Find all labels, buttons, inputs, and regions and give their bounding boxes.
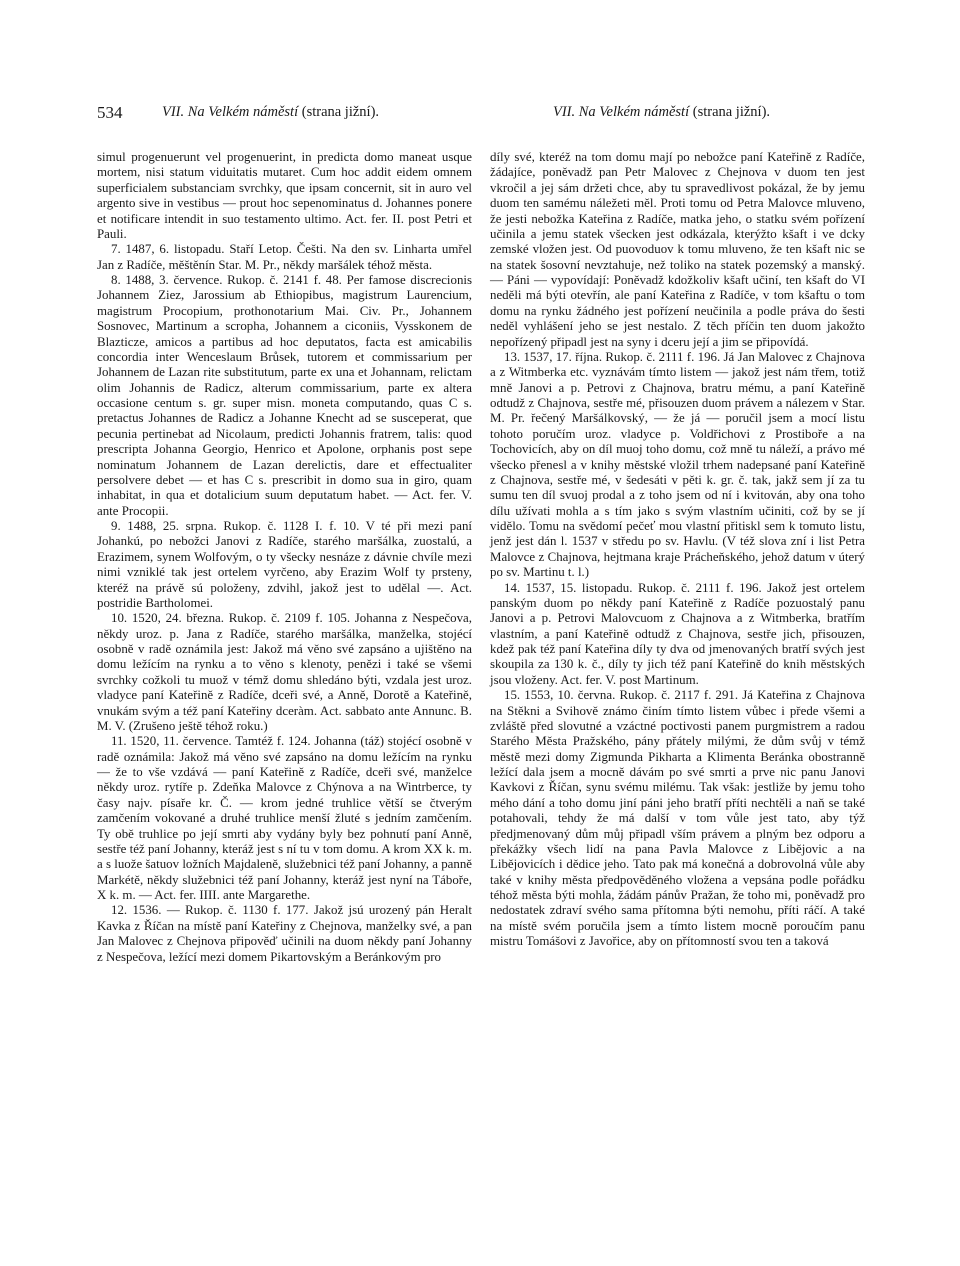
paragraph-continuation: díly své, kteréž na tom domu mají po nebožce paní Kateřině z Radíče, žádajíce, poněvadž pan Petr Malovec z Chejnova v duom ten jest vkročil a jej sám držeti chce, aby tu spravedlivost pokázal, že by jemu duom ten samému náležeti měl. Proti tomu od Petra Malovce mluveno, že jesti nebožka Kateřina z Radíče, matka jeho, o statku svém pořízení učinila a jemu statek všecken jest odkázala, kterýžto kšaft i ve dcky zemské vložen jest. Od puovoduov k tomu mluveno, že ten kšaft nic se na statek šosovní nevztahuje, než toliko na statek pozemský a manský. — Páni — vypovídají: Poněvadž kdožkoliv kšaft učiní, ten kšaft do VI neděli má býti otevřín, ale paní Kateřina z Radíče, v tom kšaftu o tom domu na rynku žádného jest pořízení neučinila a podle práva do šesti neděl vyhlášení jeho se jest nestalo. Z těch příčin ten duom jakožto nepořízený připadl jest na syny i dceru její a jim se připovídá. (490, 150, 865, 349)
running-header (0, 103, 960, 123)
page-number: 534 (97, 103, 123, 122)
right-column (490, 150, 865, 950)
entry-9: 9. 1488, 25. srpna. Rukop. č. 1128 I. f. 10. V té při mezi paní Johankú, po nebožci Janovi z Radíče, starého maršálka, zuostalú, a Erazimem, synem Wolfovým, o ty všecky nesnáze z dávnie chvíle mezi nimi vzniklé tak jest ortelem vyrčeno, aby Erazim Wolf ty prsteny, kteréž na právě sú položeny, zdvihl, jakož jest to udělal —. Act. postridie Bartholomei. (97, 519, 472, 610)
running-head-left-title: VII. Na Velkém náměstí (162, 104, 299, 120)
entry-13: 13. 1537, 17. října. Rukop. č. 2111 f. 196. Já Jan Malovec z Chajnova a z Witmberka etc. vyznávám tímto listem — jakož jest nám třem, totiž mně Janovi a p. Petrovi z Chajnova, bratru mému, a paní Kateřině odtudž z Chajnova, sestře mé, přisouzen duom právem a nálezem v Star. M. Pr. řečený Maršálkovský, — že já — poručil jsem a mocí listu tohoto poručím uroz. vladyce p. Voldřichovi z Prostiboře a na Tochovicích, aby on díl muoj toho domu, což mně tu náleží, a právo mé všecko přenesl a v knihy městské vložil trhem nadepsané paní Kateřině z Chajnova, sestře mé, v šedesáti v pěti k. gr. č. tak, jakž sem jí za tu sumu ten díl svuoj prodal a z toho jsem od ní i kvitován, aby ona toho dílu užívati mohla a s tím jako s svým vlastním učiniti, což by se jí vidělo. Tomu na svědomí pečeť mou vlastní přitiskl sem k tomuto listu, jenž jest dán l. 1537 v středu po sv. Havlu. (V též slova zní i list Petra Malovce z Chajnova, hejtmana kraje Prácheňského, jehož datum v úterý po sv. Martinu t. l.) (490, 349, 865, 580)
entry-10: 10. 1520, 24. března. Rukop. č. 2109 f. 105. Johanna z Nespečova, někdy uroz. p. Jana z Radíče, starého maršálka, manželka, stojécí osobně v radě oznámila jest: Jakož má věno své zapsáno a ujištěno na domu ležícím na rynku a to věno s klenoty, penězi i také se všemi svrchky cožkoli tu muož v témž domu shledáno býti, vzdala jest uroz. vladyce paní Kateřině z Radíče, dceři své, a Anně, Dorotě a Kateřině, vnukám svým a též paní Kateřiny dceràm. Act. sabbato ante Annunc. B. M. V. (Zrušeno ještě téhož roku.) (97, 611, 472, 733)
entry-8: 8. 1488, 3. července. Rukop. č. 2141 f. 48. Per famose discrecionis Johannem Ziez, Jarossium ab Ethiopibus, magistrum Laurencium, magistrum Procopium, prothonotarium Mai. Civ. Pr., Johannem Sosnovec, Martinum a scropha, Johannem a ciconiis, Vysskonem de Blazticze, amicos a partibus ad hoc deputatos, facta est amicabilis concordia inter Wenceslaum Brůsek, tutorem et commissarium per Johannem de Lazan rite substitutum, parte ex una et Johannam, relictam olim Johannis de Radicz, alterum commissarium, parte ex altera occasione centum s. gr. super misn. moneta computando, quas C s. pretactus Johannes de Radicz a Johanne Knecht ad se susceperat, que pecunia pertinebat ad Nicolaum, predicti Johannis fratrem, talis: quod prescripta Johanna Georgio, Henrico et Apolone, orphanis post sepe nominatum Johannem de Lazan derelictis, dare et effectualiter persolvere debet — et has C s. prescribit in domo sua in giro, quam inhabitat, in qua et dotalicium suum deputatum habet. — Act. fer. V. ante Procopii. (97, 273, 472, 518)
running-head-left-side: (strana jižní). (301, 104, 380, 120)
running-head-right-side: (strana jižní). (692, 104, 771, 120)
entry-11: 11. 1520, 11. července. Tamtéž f. 124. Johanna (táž) stojécí osobně v radě oznámila: Jakož má věno své zapsáno na domu ležícím na rynku — že to vše vzdává — paní Kateřině z Radíče, dceři své, manželce někdy uroz. rytíře p. Zdeňka Malovce z Chýnova a na Wintrberce, ty časy najv. písaře kr. Č. — krom jedné truhlice větší se čtverým zamčením vokované a druhé truhlice menší žluté s jedním zamčením. Ty obě truhlice po její smrti aby vydány byly bez pohnutí paní Anně, sestře též paní Johanny, kteráž jest s ní tu v tom domu. A krom XX k. m. a s luože šatuov ložních Majdaleně, služebnici též paní Johanny, a panně Markétě, někdy služebnici též paní Johanny, kteráž jest nyní na Táboře, X k. m. — Act. fer. IIII. ante Margarethe. (97, 734, 472, 902)
entry-14: 14. 1537, 15. listopadu. Rukop. č. 2111 f. 196. Jakož jest ortelem panským duom po někdy paní Kateřině z Radíče pozuostalý panu Janovi a p. Petrovi Malovcuom z Chajnova a z Witmberka, bratřím vlastním, a paní Kateřině odtudž z Chajnova, sestře jich, přisouzen, kdež pak též paní Kateřina díly ty dva od jmenovaných bratří svých jest skoupila za 130 k. č., díly ty jich též paní Kateřině do knih městských jsou vloženy. Act. fer. V. post Martinum. (490, 580, 865, 687)
entry-7: 7. 1487, 6. listopadu. Staří Letop. Češti. Na den sv. Linharta umřel Jan z Radíče, měštěnín Star. M. Pr., někdy maršálek téhož města. (97, 242, 472, 272)
entry-12: 12. 1536. — Rukop. č. 1130 f. 177. Jakož jsú urozený pán Heralt Kavka z Říčan na místě paní Kateřiny z Chejnova, manželky své, a pan Jan Malovec z Chejnova připověď učinili na duom někdy paní Johanny z Nespečova, ležící mezi domem Pikartovským a Beránkovým pro (97, 903, 472, 964)
running-head-left (162, 104, 379, 121)
running-head-right-title: VII. Na Velkém náměstí (553, 104, 690, 120)
paragraph-continuation: simul progenuerunt vel progenuerint, in predicta domo maneat usque mortem, nisi statum viduitatis mutaret. Cum hoc addit eidem omnem superficialem substanciam svrchky, que ipsam concernit, sit in auro vel argento sive in vestibus — prout hoc sepenominatus d. Johannes ponere et notificare intendit in suo testamento ultimo. Act. fer. II. post Petri et Pauli. (97, 150, 472, 241)
entry-15: 15. 1553, 10. června. Rukop. č. 2117 f. 291. Já Kateřina z Chajnova na Stěkni a Svihově známo činím tímto listem vůbec i přede všemi a zvláště před slovutné a vzáctné poctivosti panem purgmistrem a radou Starého Města Pražského, pány přátely milými, že dům svůj v témž městě mezi domy Zigmunda Pikharta a Klimenta Beránka obostranně ležící dala jsem a mocně dávám po své smrti a prve nic panu Janovi Kavkovi z Říčan, synu svému milému. Tak však: jestliže by jemu toho mého dání a toho domu jiní páni jeho bratří příti nechtěli a naň se také potahovali, tehdy že má další v tom vůle jest tato, aby týž předjmenovaný dům můj připadl vším právem a plným bez odporu a překážky všech lidí na pana Pavla Malovce z Libějovic a na Libějovicích i dědice jeho. Tato pak má konečná a dobrovolná vůle aby také v knihy města předpověděného vložena a vepsána podle pořádku téhož města býti mohla, žádám pánův Pražan, že toho mi, poněvadž pro nedostatek zdraví svého sama přítomna býti nemohu, příti ráčí. A také na místě svém poručila jsem a tímto listem mocně poroučím panu mistru Tomášovi z Javořice, aby on přítomností svou ten a taková (490, 688, 865, 949)
left-column (97, 150, 472, 965)
running-head-right (553, 104, 770, 121)
